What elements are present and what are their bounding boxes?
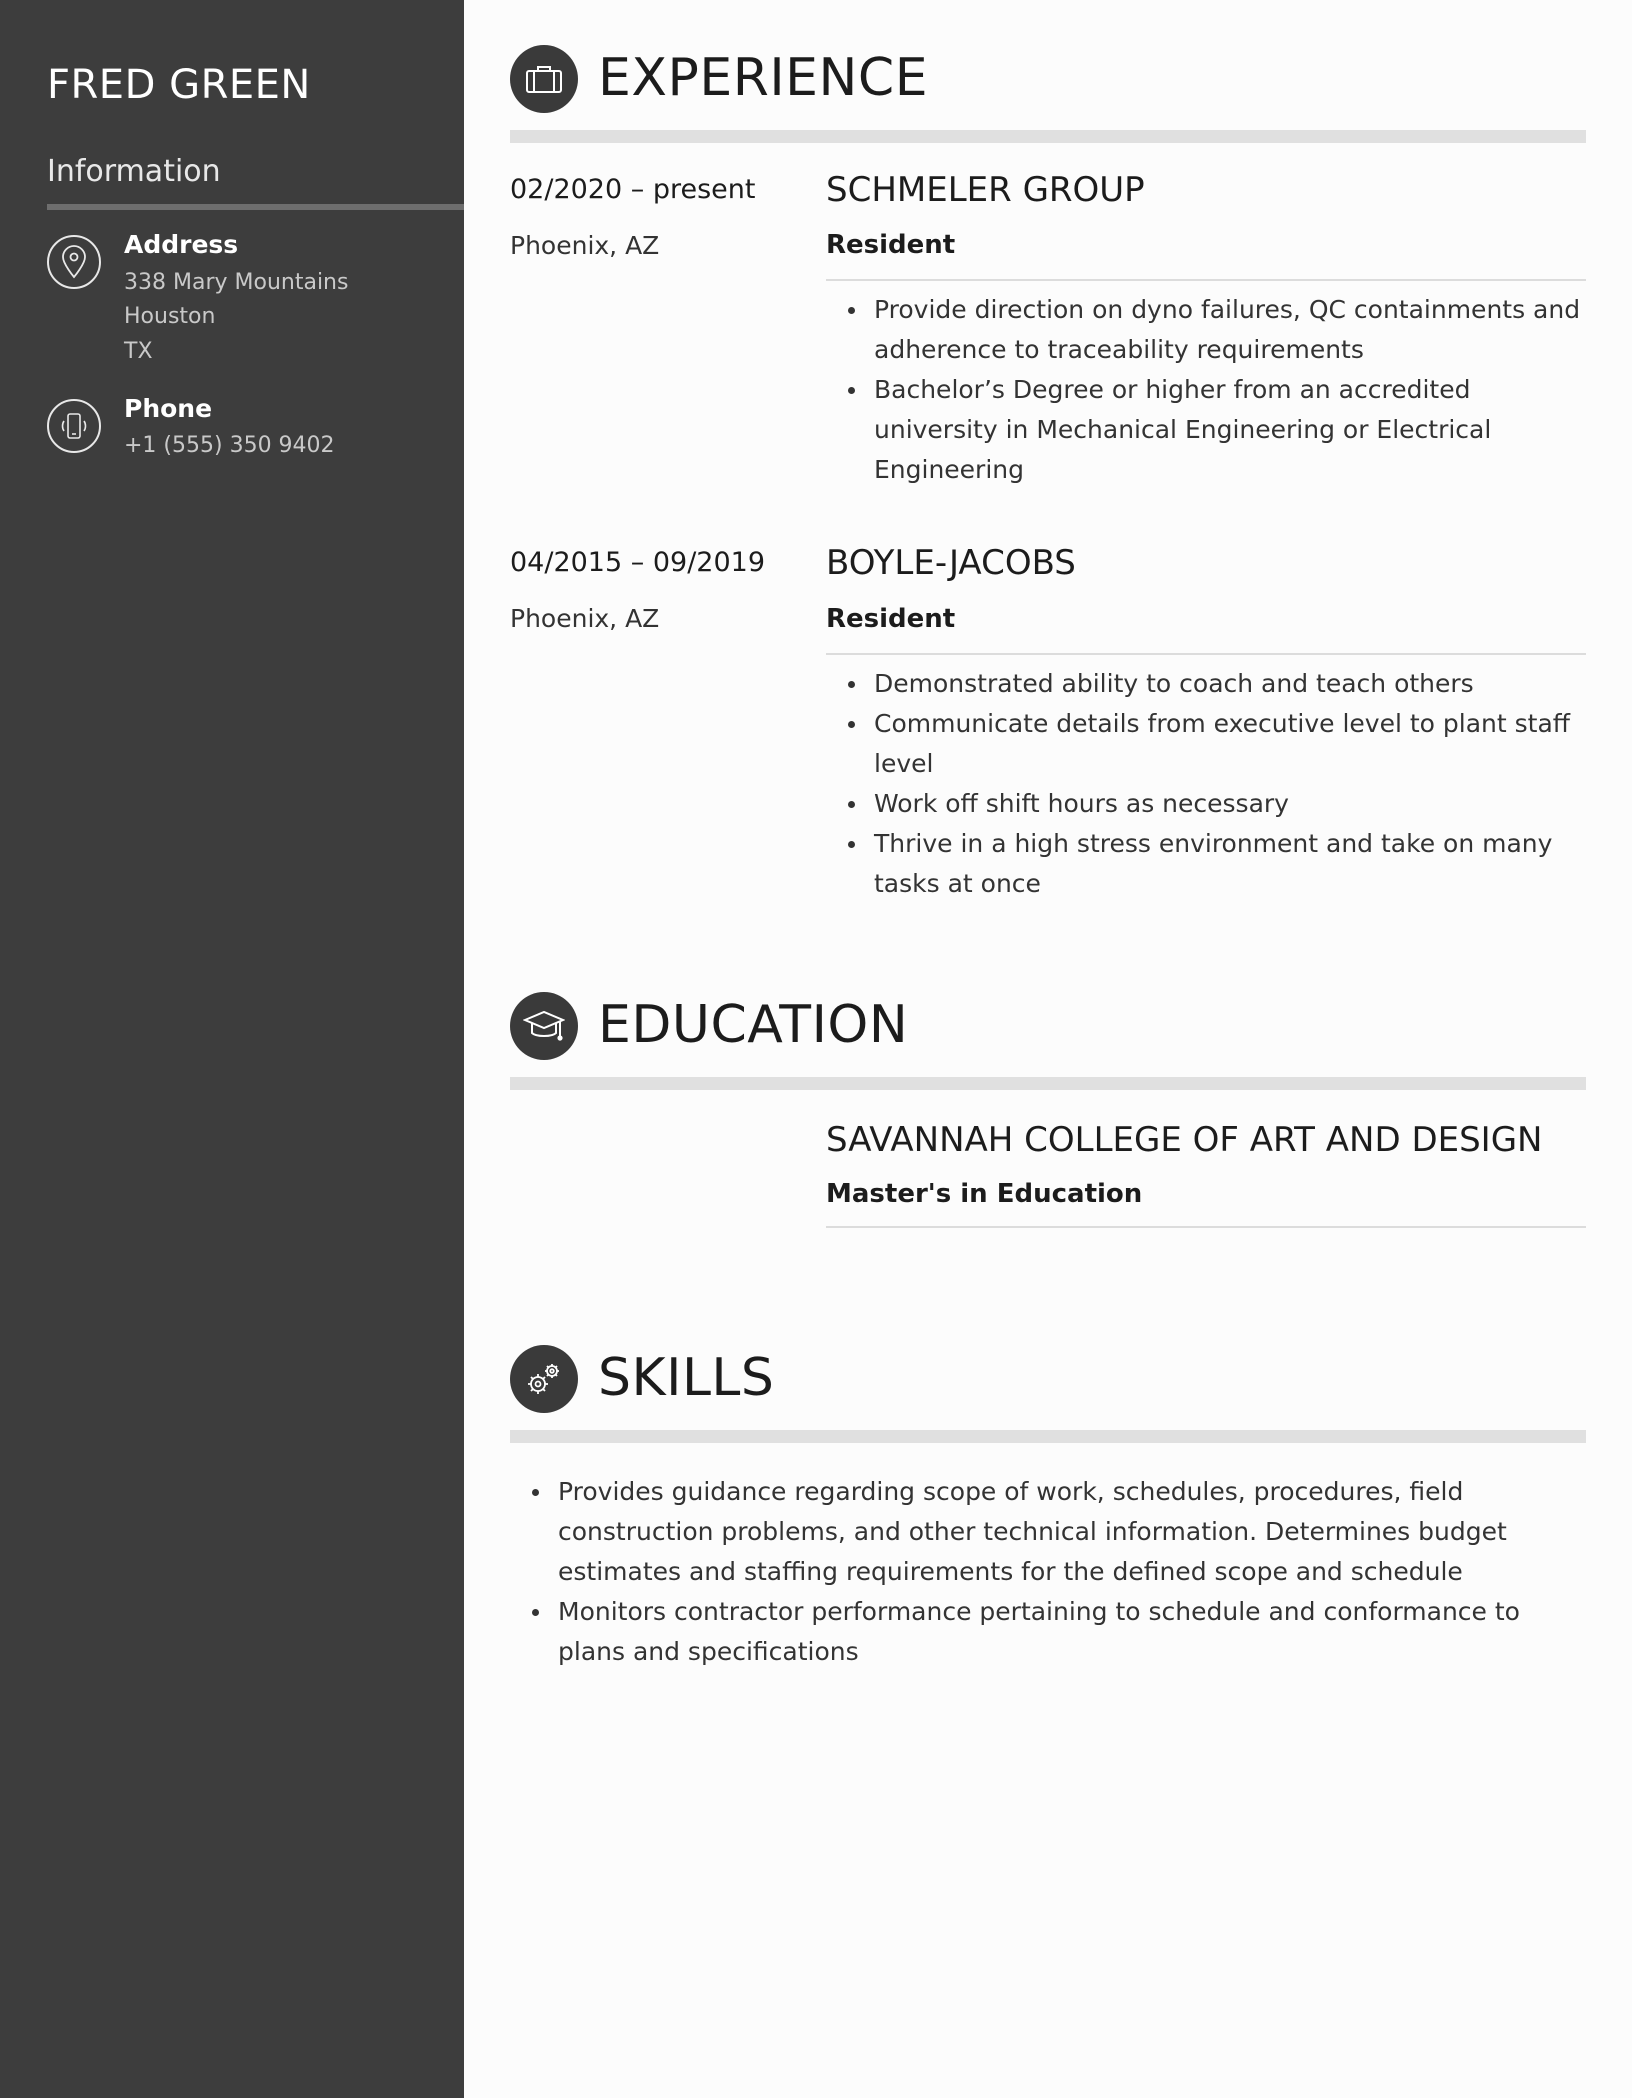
job-1-bullets xyxy=(826,290,1586,490)
education-item-divider xyxy=(826,1226,1586,1228)
list-item: Communicate details from executive level to plant staff level xyxy=(826,704,1586,784)
phone-value: +1 (555) 350 9402 xyxy=(124,433,335,458)
skills-bullets xyxy=(510,1472,1586,1672)
list-item: Thrive in a high stress environment and take on many tasks at once xyxy=(826,824,1586,904)
list-item: Bachelor’s Degree or higher from an accredited university in Mechanical Engineering or Electrical Engineering xyxy=(826,370,1586,490)
phone-label: Phone xyxy=(124,394,213,423)
job-1-dates: 02/2020 – present xyxy=(510,174,756,205)
information-divider xyxy=(47,204,464,210)
graduation-cap-icon xyxy=(510,992,578,1060)
address-line-3: TX xyxy=(124,339,153,364)
job-1-role: Resident xyxy=(826,230,956,260)
job-2-divider xyxy=(826,653,1586,655)
phone-icon xyxy=(47,399,101,453)
gears-icon xyxy=(510,1345,578,1413)
address-line-2: Houston xyxy=(124,304,216,329)
job-1-location: Phoenix, AZ xyxy=(510,231,660,260)
job-2-role: Resident xyxy=(826,604,956,634)
skills-heading: SKILLS xyxy=(598,1348,775,1408)
job-2-dates: 04/2015 – 09/2019 xyxy=(510,547,765,578)
job-2-bullets xyxy=(826,664,1586,904)
education-degree: Master's in Education xyxy=(826,1179,1143,1209)
job-2-company: BOYLE-JACOBS xyxy=(826,543,1076,583)
information-heading: Information xyxy=(47,154,221,189)
list-item: Provide direction on dyno failures, QC containments and adherence to traceability requirements xyxy=(826,290,1586,370)
skills-divider xyxy=(510,1430,1586,1443)
job-1-divider xyxy=(826,279,1586,281)
job-2-location: Phoenix, AZ xyxy=(510,604,660,633)
education-heading: EDUCATION xyxy=(598,995,909,1055)
education-school: SAVANNAH COLLEGE OF ART AND DESIGN xyxy=(826,1120,1543,1160)
address-label: Address xyxy=(124,230,239,259)
sidebar xyxy=(0,0,464,2098)
list-item: Work off shift hours as necessary xyxy=(826,784,1586,824)
experience-heading: EXPERIENCE xyxy=(598,48,929,108)
address-line-1: 338 Mary Mountains xyxy=(124,270,349,295)
job-1-company: SCHMELER GROUP xyxy=(826,170,1145,210)
experience-divider xyxy=(510,130,1586,143)
list-item: Demonstrated ability to coach and teach others xyxy=(826,664,1586,704)
briefcase-icon xyxy=(510,45,578,113)
candidate-name: FRED GREEN xyxy=(47,62,311,108)
list-item: Monitors contractor performance pertaining to schedule and conformance to plans and specifications xyxy=(510,1592,1586,1672)
education-divider xyxy=(510,1077,1586,1090)
list-item: Provides guidance regarding scope of work, schedules, procedures, field construction problems, and other technical information. Determines budget estimates and staffing requirements for the defined scope and schedule xyxy=(510,1472,1586,1592)
location-pin-icon xyxy=(47,235,101,289)
